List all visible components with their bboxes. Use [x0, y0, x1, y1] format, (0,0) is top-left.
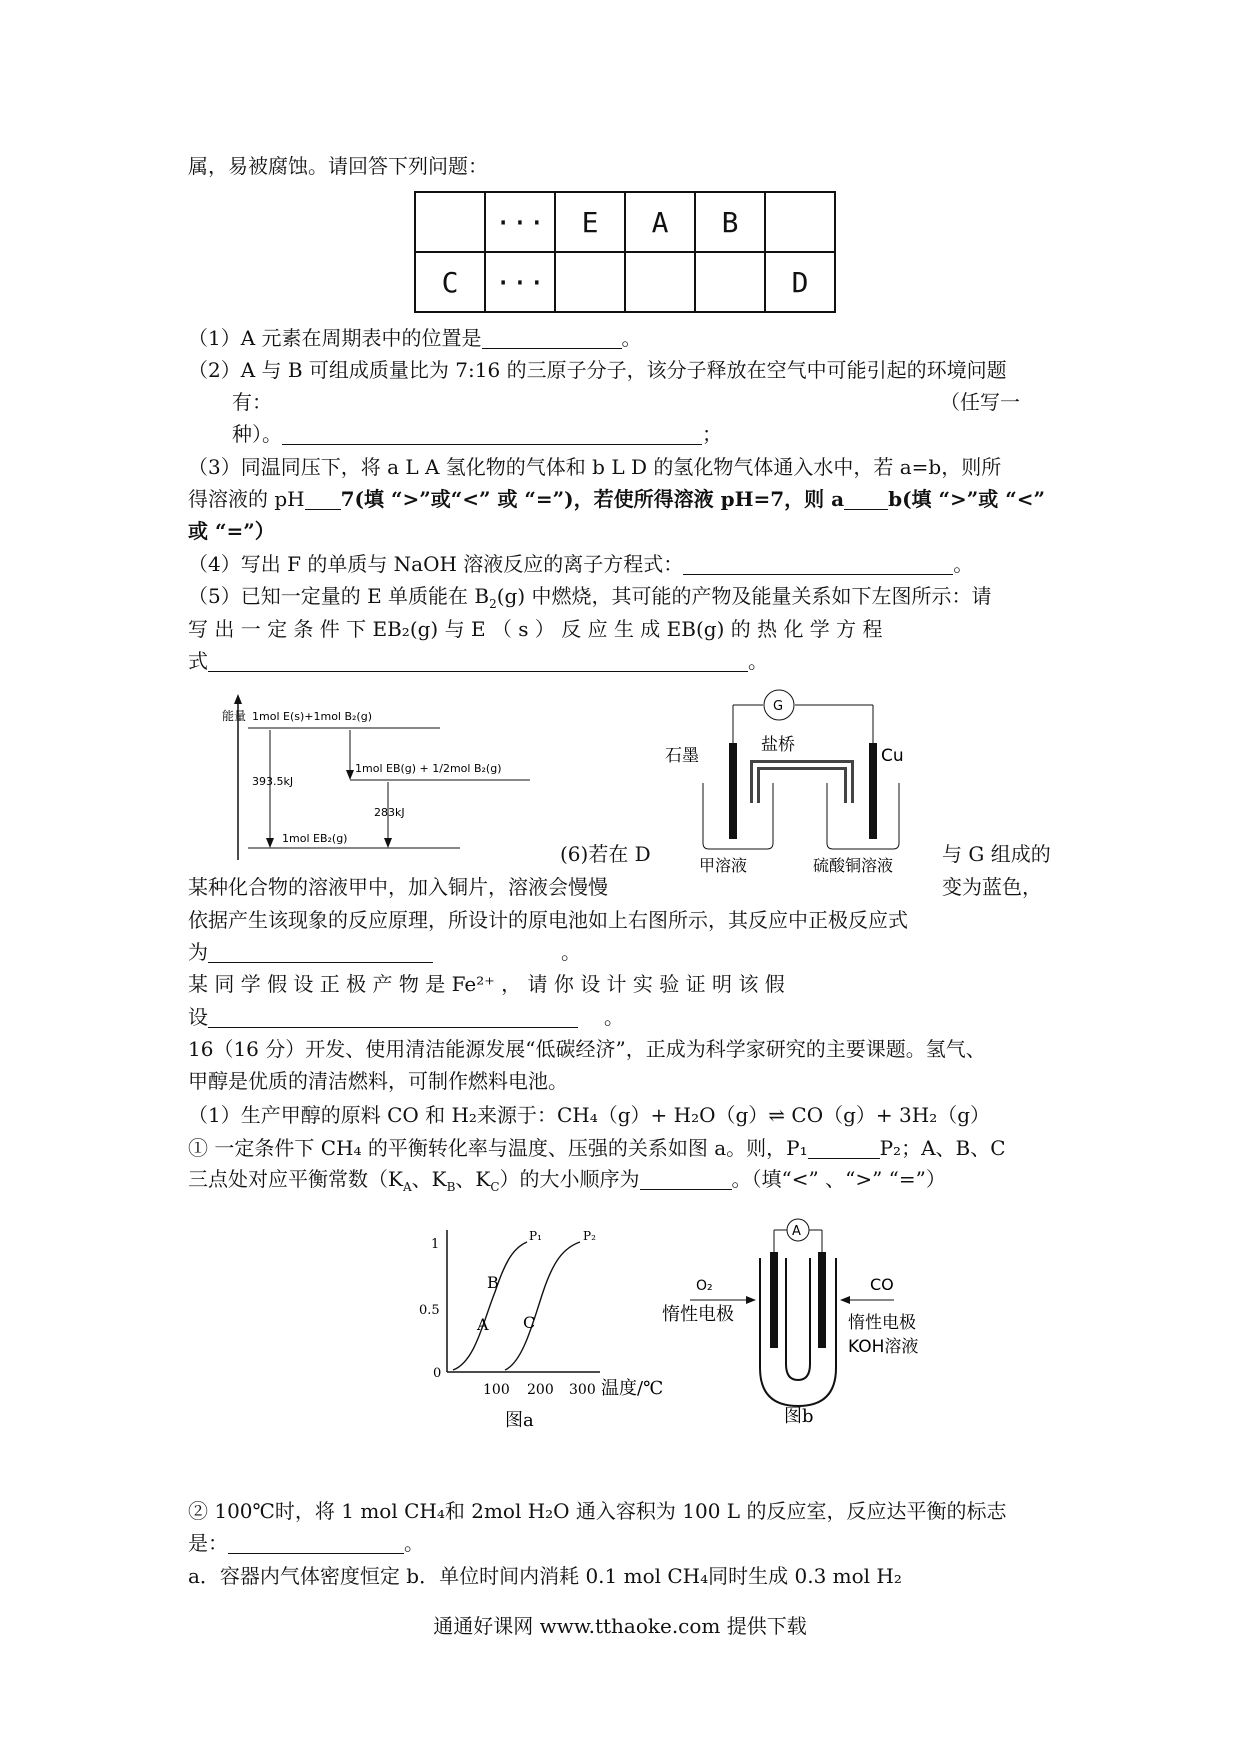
q16-1b-sub-c: C [490, 1180, 500, 1194]
q16-1a-text: ① 一定条件下 CH₄ 的平衡转化率与温度、压强的关系如图 a。则，P₁ [188, 1136, 808, 1160]
energy-top-label: 1mol E(s)+1mol B₂(g) [252, 710, 372, 723]
periodic-table-fragment [414, 191, 836, 313]
q5-text-a3: (g) 中燃烧，其可能的产物及能量关系如下左图所示：请 [496, 584, 992, 608]
table-cell: ··· [485, 192, 555, 252]
q6-line-c: 依据产生该现象的反应原理，所设计的原电池如上右图所示，其反应中正极反应式 [188, 908, 908, 932]
figa-xlabel: 温度/℃ [601, 1378, 664, 1399]
table-cell [415, 192, 485, 252]
q1-text: （1）A 元素在周期表中的位置是 [188, 326, 482, 350]
q3-blank-ab[interactable] [844, 487, 888, 510]
q2-blank[interactable] [282, 422, 702, 445]
q16-2-line-b [188, 1528, 424, 1558]
q2-line-d [232, 419, 722, 449]
figa-y05: 0.5 [419, 1303, 440, 1318]
q2-line-c: （任写一 [940, 390, 1020, 414]
q3-text-b2: 7(填 “>”或“<” 或 “=”)，若使所得溶液 pH=7，则 a [340, 487, 845, 511]
q1-blank[interactable] [482, 326, 622, 349]
table-cell [695, 252, 765, 312]
energy-right-value: 283kJ [374, 806, 405, 819]
q16-1b-text2: 、K [411, 1167, 447, 1191]
curve-p2 [505, 1242, 580, 1370]
q4-text: （4）写出 F 的单质与 NaOH 溶液反应的离子方程式： [188, 552, 684, 576]
table-cell: ··· [485, 252, 555, 312]
figa-y0: 0 [433, 1366, 442, 1381]
figb-koh-label: KOH溶液 [848, 1337, 919, 1357]
table-cell [555, 252, 625, 312]
figb-o2-label: O₂ [696, 1278, 713, 1294]
q16-1a-blank[interactable] [808, 1136, 880, 1159]
figa-x100: 100 [483, 1382, 510, 1398]
table-cell: D [765, 252, 835, 312]
galvanometer-label: G [773, 699, 784, 714]
q6-line-f [188, 1002, 624, 1032]
table-cell [765, 192, 835, 252]
q5-line-b: 写 出 一 定 条 件 下 EB₂(g) 与 E （ s ） 反 应 生 成 EB(g) 的 热 化 学 方 程 [188, 617, 883, 641]
figa-caption: 图a [505, 1410, 534, 1431]
figb-right-electrode-label: 惰性电极 [848, 1313, 916, 1333]
q6-line-b2: 变为蓝色， [942, 875, 1042, 899]
figb-caption: 图b [784, 1406, 814, 1427]
q16-line-a: 16（16 分）开发、使用清洁能源发展“低碳经济”，正成为科学家研究的主要课题。氢气、 [188, 1037, 986, 1061]
q6-line-e: 某 同 学 假 设 正 极 产 物 是 Fe²⁺ ， 请 你 设 计 实 验 证 明 该 假 [188, 972, 785, 996]
q2-end: ； [702, 422, 722, 446]
table-cell: A [625, 192, 695, 252]
table-cell: E [555, 192, 625, 252]
intro-text: 属，易被腐蚀。请回答下列问题： [188, 154, 488, 178]
q2-line-a: （2）A 与 B 可组成质量比为 7:16 的三原子分子，该分子释放在空气中可能引起的环境问题 [188, 358, 1007, 382]
q16-2-end: 。 [404, 1531, 424, 1555]
q6-line-d [188, 937, 581, 967]
q16-1-line: （1）生产甲醇的原料 CO 和 H₂来源于：CH₄（g）+ H₂O（g）⇌ CO（g）+ 3H₂（g） [188, 1103, 991, 1127]
q3-blank-ph[interactable] [305, 487, 341, 510]
options-line: a．容器内气体密度恒定 b．单位时间内消耗 0.1 mol CH₄同时生成 0.3 mol H₂ [188, 1564, 902, 1588]
page-footer: 通通好课网 www.tthaoke.com 提供下载 [433, 1614, 807, 1638]
graphite-label: 石墨 [665, 746, 699, 766]
q4-end: 。 [953, 552, 974, 576]
table-cell: B [695, 192, 765, 252]
q16-1b-sub-b: B [446, 1180, 456, 1194]
q6-blank-1[interactable] [208, 940, 433, 963]
q16-line-b: 甲醇是优质的清洁燃料，可制作燃料电池。 [188, 1069, 568, 1093]
figure-b-fuel-cell [662, 1218, 980, 1428]
left-solution-label: 甲溶液 [699, 856, 748, 875]
q3-line-c: 或 “=”） [188, 519, 275, 543]
point-b-label: B [487, 1273, 499, 1292]
q5-blank[interactable] [208, 649, 748, 672]
q16-1b-line [188, 1164, 946, 1202]
table-row [415, 252, 835, 312]
curve-p1 [453, 1242, 527, 1370]
energy-bottom-label: 1mol EB₂(g) [282, 832, 348, 845]
q6-blank-2[interactable] [208, 1005, 578, 1028]
figb-left-electrode-label: 惰性电极 [662, 1304, 734, 1325]
salt-bridge-cell-diagram [655, 683, 925, 873]
figa-y1: 1 [431, 1237, 440, 1252]
q16-1b-text5: 。（填“<” 、“>” “=”） [731, 1167, 946, 1191]
q6-end-d: 。 [561, 940, 581, 964]
q3-text-b1: 得溶液的 pH [188, 487, 305, 511]
point-c-label: C [523, 1313, 536, 1332]
q16-1b-text3: 、K [455, 1167, 491, 1191]
q16-2-blank[interactable] [228, 1531, 404, 1554]
cu-label: Cu [881, 746, 904, 766]
q1-line [188, 323, 642, 353]
energy-left-value: 393.5kJ [252, 775, 294, 788]
energy-mid-label: 1mol EB(g) + 1/2mol B₂(g) [355, 762, 502, 775]
q16-1a-line [188, 1133, 1006, 1163]
q5-end: 。 [748, 649, 768, 673]
q3-text-b3: b(填 “>”或 “<” [888, 487, 1045, 511]
q2-line-b: 有： [232, 390, 272, 414]
figa-p1-label: P₁ [529, 1229, 542, 1243]
q5-sub: 2 [489, 597, 497, 611]
q4-line [188, 549, 973, 579]
q5-line-c [188, 646, 768, 676]
q16-2-text-b: 是： [188, 1531, 228, 1555]
q16-1b-text4: ）的大小顺序为 [499, 1167, 640, 1191]
q4-blank[interactable] [683, 552, 953, 575]
q6-line-a1: (6)若在 D [560, 842, 651, 866]
q16-1b-sub-a: A [402, 1180, 412, 1194]
figa-x300: 300 [569, 1382, 596, 1398]
right-solution-label: 硫酸铜溶液 [813, 856, 894, 875]
table-cell: C [415, 252, 485, 312]
table-row [415, 192, 835, 252]
q16-1b-blank[interactable] [640, 1167, 732, 1190]
q6-end-f: 。 [604, 1005, 624, 1029]
q6-line-a2: 与 G 组成的 [942, 842, 1051, 866]
q16-1b-text: 三点处对应平衡常数（K [188, 1167, 403, 1191]
q6-line-b1: 某种化合物的溶液甲中，加入铜片，溶液会慢慢 [188, 875, 608, 899]
energy-ylabel: 能量 [222, 709, 247, 723]
figa-p2-label: P₂ [583, 1229, 596, 1243]
energy-diagram [210, 690, 540, 865]
q2-text-d: 种）。 [232, 422, 282, 446]
q5-text-a: （5）已知一定量的 E 单质能在 B [188, 584, 490, 608]
q16-1a-text2: P₂；A、B、C [879, 1136, 1006, 1160]
salt-bridge-label: 盐桥 [761, 735, 795, 755]
q5-text-c: 式 [188, 649, 208, 673]
table-cell [625, 252, 695, 312]
figa-x200: 200 [527, 1382, 554, 1398]
point-a-label: A [477, 1315, 489, 1334]
q16-2-line-a: ② 100℃时，将 1 mol CH₄和 2mol H₂O 通入容积为 100 L 的反应室，反应达平衡的标志 [188, 1499, 1007, 1523]
q3-line-a: （3）同温同压下，将 a L A 氢化物的气体和 b L D 的氢化物气体通入水中，若 a=b，则所 [188, 455, 1002, 479]
q1-end: 。 [621, 326, 642, 350]
q6-text-d: 为 [188, 940, 208, 964]
figure-a-conversion-curve [405, 1222, 675, 1432]
q6-text-f: 设 [188, 1005, 208, 1029]
q3-line-b [188, 484, 1045, 514]
figb-a-label: A [792, 1224, 801, 1239]
figb-co-label: CO [870, 1275, 894, 1294]
